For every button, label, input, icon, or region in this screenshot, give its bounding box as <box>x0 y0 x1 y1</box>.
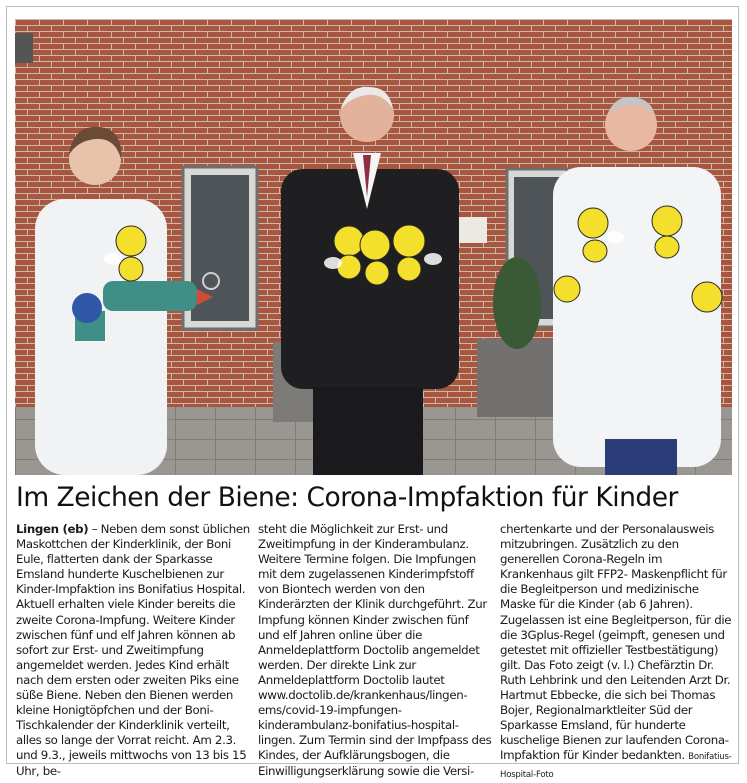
article-body <box>16 522 733 780</box>
photo-credit: Bonifatius-Hospital-Foto <box>500 752 732 780</box>
column-2-text: steht die Möglichkeit zur Erst- und Zweitimpfung in der Kinderambulanz. Weitere Termine folgen. Die Impfungen mit dem zugelassenen Kinderimpfstoff von Biontech werden von den Kinderärzten der Klinik durchgeführt. Zur Impfung können Kinder zwischen fünf und elf Jahren online über die Anmeldeplattform Doctolib angemeldet werden. Der direkte Link zur Anmeldeplattform Doctolib lautet www.doctolib.de/krankenhaus/lingen-ems/covid-19-impfungen-kinderambulanz-bonifatius-hospital-lingen. Zum Termin sind der Impfpass des Kindes, der Aufklärungsbogen, die Einwilligungserklärung sowie die Versi- <box>258 522 492 778</box>
newspaper-clipping <box>6 6 739 780</box>
column-1-text: – Neben dem sonst üblichen Maskottchen der Kinderklinik, der Boni Eule, flatterten dank der Sparkasse Emsland hunderte Kuschelbienen zur Kinder-Impfaktion ins Bonifatius Hospital. Aktuell erhalten viele Kinder bereits die zweite Corona-Impfung. Weitere Kinder zwischen fünf und elf Jahren können ab sofort zur Erst- und Zweitimpfung angemeldet werden. Jedes Kind erhält nach dem ersten oder zweiten Piks eine süße Biene. Neben den Bienen werden kleine Honigtöpfchen und der Boni-Tischkalender der Kinderklinik verteilt, alles so lange der Vorrat reicht. Am 2.3. und 9.3., jeweils mittwochs von 13 bis 15 Uhr, be- <box>16 522 250 778</box>
article-column-1 <box>16 522 250 783</box>
article-photo <box>15 19 732 475</box>
dateline: Lingen (eb) <box>16 522 89 536</box>
headline: Im Zeichen der Biene: Corona-Impfaktion für Kinder <box>16 482 678 513</box>
column-3-text: chertenkarte und der Personalausweis mitzubringen. Zusätzlich zu den generellen Corona-Regeln im Krankenhaus gilt FFP2- Maskenpflicht für die Begleitperson und medizinische Maske für die Kinder (ab 6 Jahren). Zugelassen ist eine Begleitperson, für die die 3Gplus-Regel (geimpft, genesen und getestet mit offizieller Testbestätigung) gilt. Das Foto zeigt (v. l.) Chefärztin Dr. Ruth Lehbrink und den Leitenden Arzt Dr. Hartmut Ebbecke, die sich bei Thomas Bojer, Regionalmarktleiter Süd der Sparkasse Emsland, für hunderte kuschelige Bienen zur laufenden Corona-Impfaktion für Kinder bedankten. <box>500 522 732 763</box>
article-column-2 <box>258 522 492 783</box>
article-column-3 <box>500 522 734 783</box>
